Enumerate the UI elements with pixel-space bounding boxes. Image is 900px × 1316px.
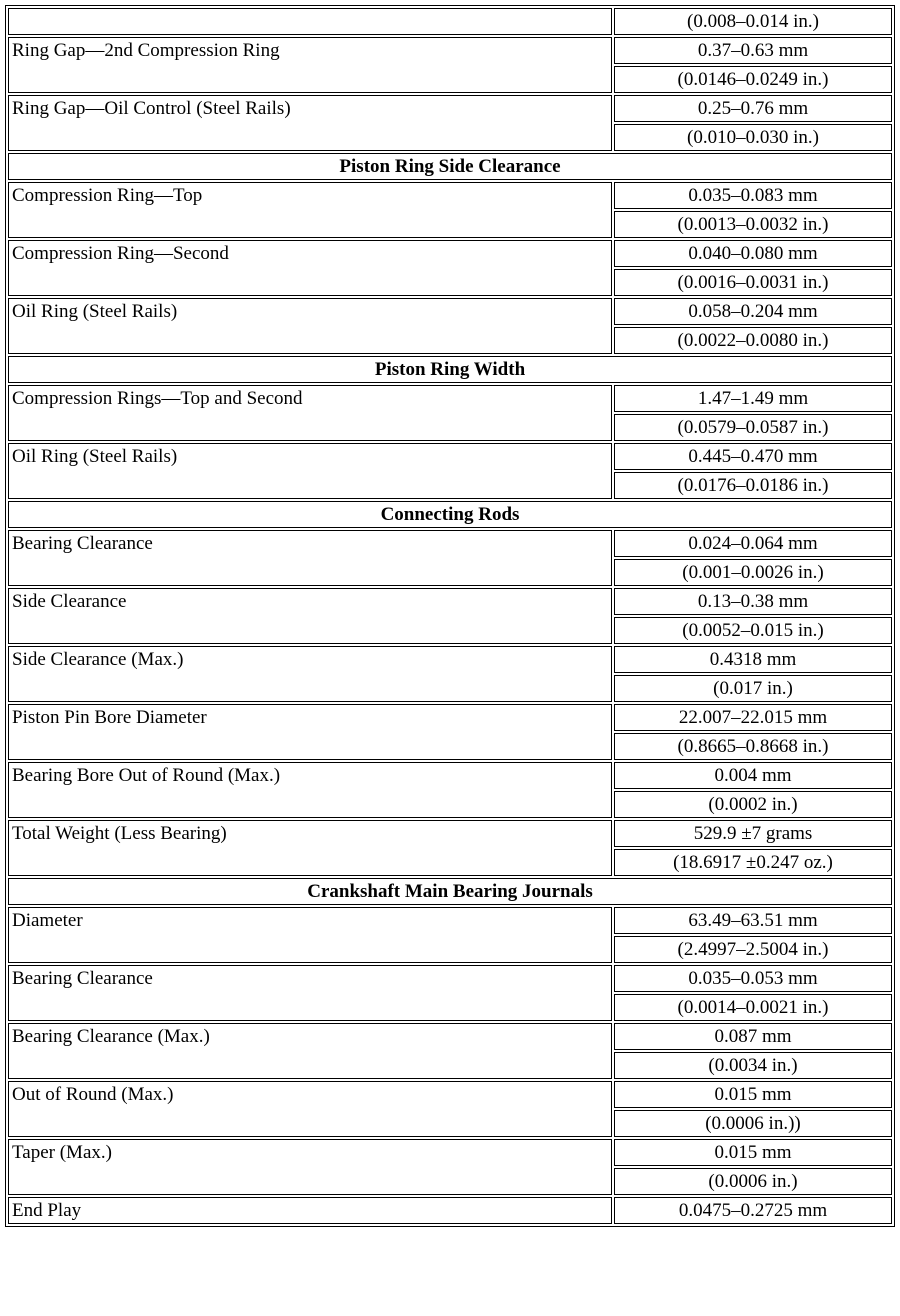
spec-value-metric: 0.004 mm [614,762,892,789]
spec-value-metric: 529.9 ±7 grams [614,820,892,847]
spec-value-imperial: (0.0579–0.0587 in.) [614,414,892,441]
table-row [8,1023,892,1050]
spec-value-metric: 0.087 mm [614,1023,892,1050]
spec-label: Bearing Clearance [8,530,612,586]
section-heading: Connecting Rods [8,501,892,528]
spec-value-imperial: (0.010–0.030 in.) [614,124,892,151]
row-label [8,8,612,35]
section-heading: Piston Ring Width [8,356,892,383]
spec-value-imperial: (0.0052–0.015 in.) [614,617,892,644]
spec-value-metric: 0.445–0.470 mm [614,443,892,470]
spec-value-metric: 0.035–0.053 mm [614,965,892,992]
spec-label: Taper (Max.) [8,1139,612,1195]
spec-value-metric: 0.015 mm [614,1081,892,1108]
spec-label: Ring Gap—Oil Control (Steel Rails) [8,95,612,151]
spec-value-imperial: (2.4997–2.5004 in.) [614,936,892,963]
table-row [8,298,892,325]
table-row [8,1081,892,1108]
spec-value-imperial: (0.0014–0.0021 in.) [614,994,892,1021]
table-row [8,530,892,557]
spec-label: Ring Gap—2nd Compression Ring [8,37,612,93]
table-row [8,907,892,934]
section-header-row [8,878,892,905]
spec-value-metric: 0.015 mm [614,1139,892,1166]
spec-value-metric: 63.49–63.51 mm [614,907,892,934]
table-row [8,820,892,847]
spec-value-metric: 0.13–0.38 mm [614,588,892,615]
table-row [8,588,892,615]
spec-table [6,6,894,1226]
section-heading: Crankshaft Main Bearing Journals [8,878,892,905]
table-row [8,646,892,673]
spec-label: Diameter [8,907,612,963]
table-row [8,762,892,789]
spec-label: Piston Pin Bore Diameter [8,704,612,760]
table-row [8,37,892,64]
spec-value-imperial: (0.0022–0.0080 in.) [614,327,892,354]
table-row [8,443,892,470]
section-heading: Piston Ring Side Clearance [8,153,892,180]
spec-value-imperial: (0.0146–0.0249 in.) [614,66,892,93]
spec-value-metric: 0.035–0.083 mm [614,182,892,209]
row-value: (0.008–0.014 in.) [614,8,892,35]
table-row [8,385,892,412]
table-row [8,182,892,209]
spec-value-metric: 0.058–0.204 mm [614,298,892,325]
spec-label: Side Clearance [8,588,612,644]
spec-value-imperial: (0.0176–0.0186 in.) [614,472,892,499]
table-row [8,95,892,122]
spec-label: Compression Ring—Second [8,240,612,296]
spec-value-imperial: (0.8665–0.8668 in.) [614,733,892,760]
spec-label: Out of Round (Max.) [8,1081,612,1137]
spec-value-imperial: (0.017 in.) [614,675,892,702]
spec-value-imperial: (0.0013–0.0032 in.) [614,211,892,238]
spec-value-imperial: (0.0006 in.) [614,1168,892,1195]
table-row [8,1197,892,1224]
spec-value-imperial: (0.0002 in.) [614,791,892,818]
spec-table-body [8,8,892,1224]
section-header-row [8,356,892,383]
spec-value-imperial: (0.0016–0.0031 in.) [614,269,892,296]
spec-label: Oil Ring (Steel Rails) [8,443,612,499]
spec-label: Side Clearance (Max.) [8,646,612,702]
table-row [8,965,892,992]
section-header-row [8,153,892,180]
spec-value-metric: 0.040–0.080 mm [614,240,892,267]
spec-value-imperial: (0.001–0.0026 in.) [614,559,892,586]
spec-value-metric: 0.25–0.76 mm [614,95,892,122]
table-row [8,240,892,267]
spec-label: Compression Rings—Top and Second [8,385,612,441]
spec-label: End Play [8,1197,612,1224]
table-row [8,704,892,731]
spec-label: Compression Ring—Top [8,182,612,238]
table-row [8,8,892,35]
spec-label: Bearing Clearance [8,965,612,1021]
spec-label: Total Weight (Less Bearing) [8,820,612,876]
spec-value-imperial: (0.0034 in.) [614,1052,892,1079]
spec-value-imperial: (0.0006 in.)) [614,1110,892,1137]
spec-value-metric: 0.0475–0.2725 mm [614,1197,892,1224]
table-row [8,1139,892,1166]
spec-value-metric: 1.47–1.49 mm [614,385,892,412]
spec-label: Bearing Clearance (Max.) [8,1023,612,1079]
spec-value-metric: 0.37–0.63 mm [614,37,892,64]
spec-value-metric: 22.007–22.015 mm [614,704,892,731]
spec-value-metric: 0.024–0.064 mm [614,530,892,557]
spec-value-imperial: (18.6917 ±0.247 oz.) [614,849,892,876]
section-header-row [8,501,892,528]
spec-label: Oil Ring (Steel Rails) [8,298,612,354]
spec-value-metric: 0.4318 mm [614,646,892,673]
spec-label: Bearing Bore Out of Round (Max.) [8,762,612,818]
